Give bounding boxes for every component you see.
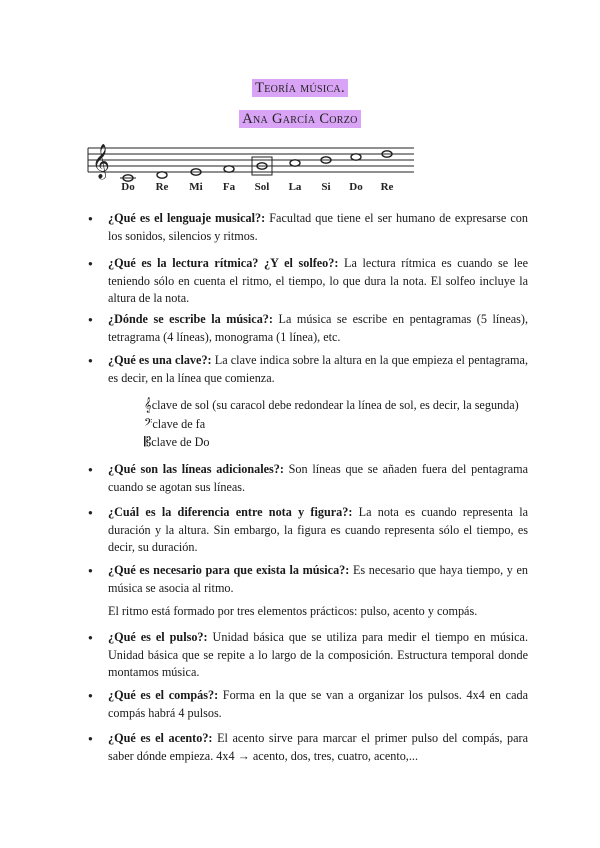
question-item xyxy=(108,687,528,722)
answer-text: La lectura rítmica es cuando se lee teniendo sólo en cuenta el ritmo, el tiempo, lo que dura la nota. El solfeo incluye la altura de la nota. xyxy=(108,256,528,305)
clef-item-do xyxy=(144,433,209,452)
clef-item-sol xyxy=(144,396,519,415)
question-text: ¿Qué es una clave?: xyxy=(108,353,212,367)
document-author xyxy=(0,110,600,128)
answer-text: La música se escribe en pentagramas (5 líneas), tetragrama (4 líneas), monograma (1 línea), etc. xyxy=(108,312,528,344)
answer-text: Son líneas que se añaden fuera del pentagrama cuando se agotan sus líneas. xyxy=(108,462,528,494)
note-label: Fa xyxy=(222,181,236,193)
treble-clef-icon: 𝄞 xyxy=(144,398,152,413)
question-item xyxy=(108,255,528,308)
answer-text: Unidad básica que se utiliza para medir el tiempo en música. Unidad básica que se repite a lo largo de la composición. Estructura temporal donde montamos música. xyxy=(108,630,528,679)
clef-label: clave de Do xyxy=(151,435,210,449)
music-staff xyxy=(86,138,416,194)
question-text: ¿Qué es la lectura rítmica? ¿Y el solfeo?: xyxy=(108,256,339,270)
document-title xyxy=(0,79,600,97)
note-head xyxy=(351,154,361,160)
answer-text: La clave indica sobre la altura en la que empieza el pentagrama, es decir, en la línea que comienza. xyxy=(108,353,528,385)
treble-clef-icon: 𝄞 xyxy=(92,144,110,179)
bass-clef-icon: 𝄢 xyxy=(144,417,153,432)
clef-label: clave de fa xyxy=(152,417,206,431)
note-head xyxy=(157,172,167,178)
clef-label: clave de sol (su caracol debe redondear la línea de sol, es decir, la segunda) xyxy=(151,398,519,412)
note-label: La xyxy=(288,181,302,193)
question-text: ¿Qué es necesario para que exista la música?: xyxy=(108,563,350,577)
question-item xyxy=(108,311,528,346)
rhythm-note: El ritmo está formado por tres elementos prácticos: pulso, acento y compás. xyxy=(108,604,478,618)
question-text: ¿Qué es el lenguaje musical?: xyxy=(108,211,266,225)
answer-text: Facultad que tiene el ser humano de expresarse con los sonidos, silencios y ritmos. xyxy=(108,211,528,243)
question-item xyxy=(108,504,528,557)
note-label: Re xyxy=(380,181,394,193)
answer-text: Forma en la que se van a organizar los pulsos. 4x4 en cada compás habrá 4 pulsos. xyxy=(108,688,528,720)
note-head xyxy=(224,166,234,172)
answer-text: Es necesario que haya tiempo, y en música se asocia al ritmo. xyxy=(108,563,529,595)
note-head xyxy=(290,160,300,166)
note-label: Do xyxy=(121,181,135,193)
question-text: ¿Dónde se escribe la música?: xyxy=(108,312,273,326)
answer-text: La nota es cuando representa la duración y la altura. Sin embargo, la figura es cuando representa sólo el tiempo, es decir, su duración. xyxy=(108,505,528,554)
note-label: Mi xyxy=(189,181,203,193)
clef-item-fa xyxy=(144,415,205,434)
note-label: Sol xyxy=(254,181,270,193)
note-label: Si xyxy=(321,181,331,193)
question-text: ¿Cuál es la diferencia entre nota y figura?: xyxy=(108,505,353,519)
question-text: ¿Qué es el pulso?: xyxy=(108,630,208,644)
document-title-text: Teoría música. xyxy=(252,79,348,97)
question-item xyxy=(108,210,528,245)
question-text: ¿Qué son las líneas adicionales?: xyxy=(108,462,284,476)
question-text: ¿Qué es el acento?: xyxy=(108,731,213,745)
note-label: Do xyxy=(349,181,363,193)
document-author-text: Ana García Corzo xyxy=(239,110,360,128)
answer-text: El acento sirve para marcar el primer pulso del compás, para saber dónde empieza. 4x4 → acento, dos, tres, cuatro, acento,... xyxy=(108,731,528,763)
question-item xyxy=(108,562,528,597)
question-item xyxy=(108,461,528,496)
question-item xyxy=(108,352,528,387)
question-item xyxy=(108,730,528,765)
alto-clef-icon: 𝄡 xyxy=(144,435,152,450)
question-text: ¿Qué es el compás?: xyxy=(108,688,219,702)
note-label: Re xyxy=(155,181,169,193)
question-item xyxy=(108,629,528,682)
